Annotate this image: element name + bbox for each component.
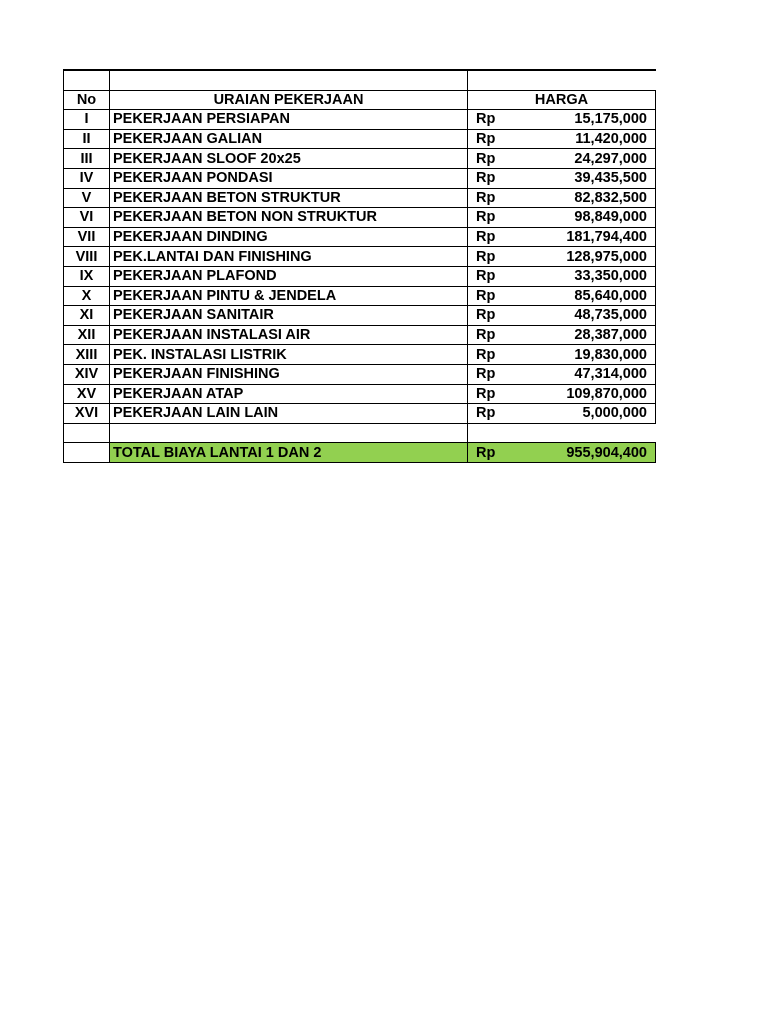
- table-row: [64, 286, 656, 306]
- header-description: URAIAN PEKERJAAN: [110, 90, 468, 110]
- table-row: [64, 266, 656, 286]
- row-description: PEKERJAAN PERSIAPAN: [110, 110, 468, 130]
- cost-table-body: [64, 70, 656, 462]
- row-amount: 15,175,000: [548, 110, 656, 130]
- row-amount: 47,314,000: [548, 364, 656, 384]
- table-row: [64, 168, 656, 188]
- row-currency: Rp: [468, 384, 548, 404]
- row-number: IV: [64, 168, 110, 188]
- row-description: PEKERJAAN PONDASI: [110, 168, 468, 188]
- empty-cell: [110, 423, 468, 443]
- empty-spacer-row: [64, 423, 656, 443]
- empty-cell: [64, 443, 110, 463]
- row-description: PEKERJAAN DINDING: [110, 227, 468, 247]
- table-row: [64, 208, 656, 228]
- row-currency: Rp: [468, 247, 548, 267]
- empty-cell: [468, 70, 656, 90]
- row-number: XI: [64, 306, 110, 326]
- row-number: I: [64, 110, 110, 130]
- row-number: VII: [64, 227, 110, 247]
- row-number: V: [64, 188, 110, 208]
- row-description: PEK. INSTALASI LISTRIK: [110, 345, 468, 365]
- total-label: TOTAL BIAYA LANTAI 1 DAN 2: [110, 443, 468, 463]
- empty-cell: [64, 70, 110, 90]
- header-no: No: [64, 90, 110, 110]
- table-row: [64, 129, 656, 149]
- table-row: [64, 188, 656, 208]
- row-amount: 19,830,000: [548, 345, 656, 365]
- row-description: PEKERJAAN ATAP: [110, 384, 468, 404]
- row-amount: 82,832,500: [548, 188, 656, 208]
- row-number: XIV: [64, 364, 110, 384]
- row-currency: Rp: [468, 325, 548, 345]
- row-description: PEKERJAAN PINTU & JENDELA: [110, 286, 468, 306]
- row-description: PEKERJAAN BETON STRUKTUR: [110, 188, 468, 208]
- row-currency: Rp: [468, 364, 548, 384]
- row-currency: Rp: [468, 188, 548, 208]
- row-amount: 24,297,000: [548, 149, 656, 169]
- row-description: PEKERJAAN PLAFOND: [110, 266, 468, 286]
- row-amount: 39,435,500: [548, 168, 656, 188]
- row-amount: 181,794,400: [548, 227, 656, 247]
- row-number: IX: [64, 266, 110, 286]
- table-row: [64, 325, 656, 345]
- row-currency: Rp: [468, 404, 548, 424]
- row-amount: 33,350,000: [548, 266, 656, 286]
- row-amount: 48,735,000: [548, 306, 656, 326]
- row-amount: 11,420,000: [548, 129, 656, 149]
- row-amount: 109,870,000: [548, 384, 656, 404]
- table-row: [64, 149, 656, 169]
- row-amount: 28,387,000: [548, 325, 656, 345]
- row-description: PEKERJAAN LAIN LAIN: [110, 404, 468, 424]
- row-number: XVI: [64, 404, 110, 424]
- row-number: VIII: [64, 247, 110, 267]
- table-row: [64, 110, 656, 130]
- row-currency: Rp: [468, 286, 548, 306]
- table-row: [64, 384, 656, 404]
- row-amount: 98,849,000: [548, 208, 656, 228]
- row-currency: Rp: [468, 129, 548, 149]
- table-row: [64, 345, 656, 365]
- empty-cell: [468, 423, 656, 443]
- row-number: II: [64, 129, 110, 149]
- row-description: PEKERJAAN INSTALASI AIR: [110, 325, 468, 345]
- row-description: PEKERJAAN SLOOF 20x25: [110, 149, 468, 169]
- row-currency: Rp: [468, 149, 548, 169]
- row-currency: Rp: [468, 168, 548, 188]
- row-currency: Rp: [468, 227, 548, 247]
- total-currency: Rp: [468, 443, 548, 463]
- row-currency: Rp: [468, 306, 548, 326]
- header-price: HARGA: [468, 90, 656, 110]
- row-description: PEK.LANTAI DAN FINISHING: [110, 247, 468, 267]
- row-currency: Rp: [468, 208, 548, 228]
- table-row: [64, 404, 656, 424]
- total-amount: 955,904,400: [548, 443, 656, 463]
- empty-cell: [64, 423, 110, 443]
- row-amount: 5,000,000: [548, 404, 656, 424]
- table-row: [64, 364, 656, 384]
- row-description: PEKERJAAN GALIAN: [110, 129, 468, 149]
- table-row: [64, 227, 656, 247]
- table-row: [64, 247, 656, 267]
- row-number: VI: [64, 208, 110, 228]
- header-row: [64, 90, 656, 110]
- row-number: III: [64, 149, 110, 169]
- empty-top-row: [64, 70, 656, 90]
- row-description: PEKERJAAN BETON NON STRUKTUR: [110, 208, 468, 228]
- row-amount: 85,640,000: [548, 286, 656, 306]
- table-row: [64, 306, 656, 326]
- row-amount: 128,975,000: [548, 247, 656, 267]
- cost-table: [63, 69, 656, 463]
- row-description: PEKERJAAN FINISHING: [110, 364, 468, 384]
- row-currency: Rp: [468, 345, 548, 365]
- row-description: PEKERJAAN SANITAIR: [110, 306, 468, 326]
- row-currency: Rp: [468, 266, 548, 286]
- row-number: X: [64, 286, 110, 306]
- total-row: [64, 443, 656, 463]
- row-currency: Rp: [468, 110, 548, 130]
- empty-cell: [110, 70, 468, 90]
- row-number: XII: [64, 325, 110, 345]
- row-number: XIII: [64, 345, 110, 365]
- row-number: XV: [64, 384, 110, 404]
